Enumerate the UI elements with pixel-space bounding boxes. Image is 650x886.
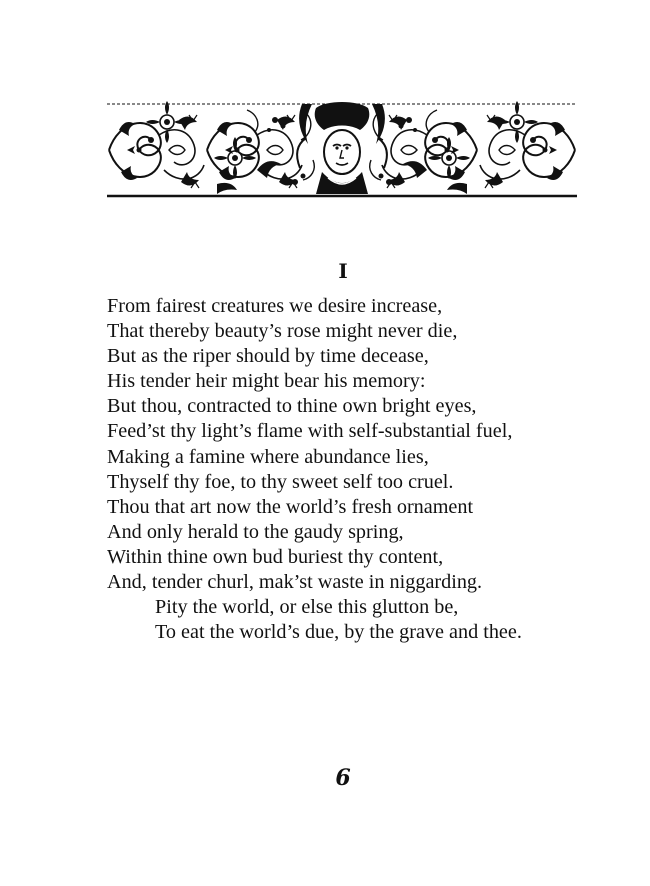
poem-line: From fairest creatures we desire increase, [107, 295, 443, 317]
poem-line: His tender heir might bear his memory: [107, 370, 426, 393]
floral-headpiece-icon [107, 100, 577, 200]
couplet-line: To eat the world’s due, by the grave and thee. [155, 621, 522, 644]
poem-line: That thereby beauty’s rose might never die, [107, 320, 458, 343]
poem-line: Thou that art now the world’s fresh ornament [107, 495, 474, 518]
poem-line: Within thine own bud buriest thy content, [107, 545, 444, 568]
poem-line: Making a famine where abundance lies, [107, 445, 429, 468]
page-number: 6 [335, 765, 351, 791]
sonnet-body [107, 294, 627, 645]
poem-line: And, tender churl, mak’st waste in niggarding. [107, 571, 483, 594]
poem-line: Thyself thy foe, to thy sweet self too cruel. [107, 470, 454, 493]
sonnet-number: I [338, 259, 348, 283]
poem-line: And only herald to the gaudy spring, [107, 520, 404, 543]
couplet-line: Pity the world, or else this glutton be, [155, 596, 459, 619]
poem-line: But as the riper should by time decease, [107, 345, 429, 368]
poem-line: Feed’st thy light’s flame with self-substantial fuel, [107, 420, 513, 443]
poem-line: But thou, contracted to thine own bright eyes, [107, 395, 477, 418]
